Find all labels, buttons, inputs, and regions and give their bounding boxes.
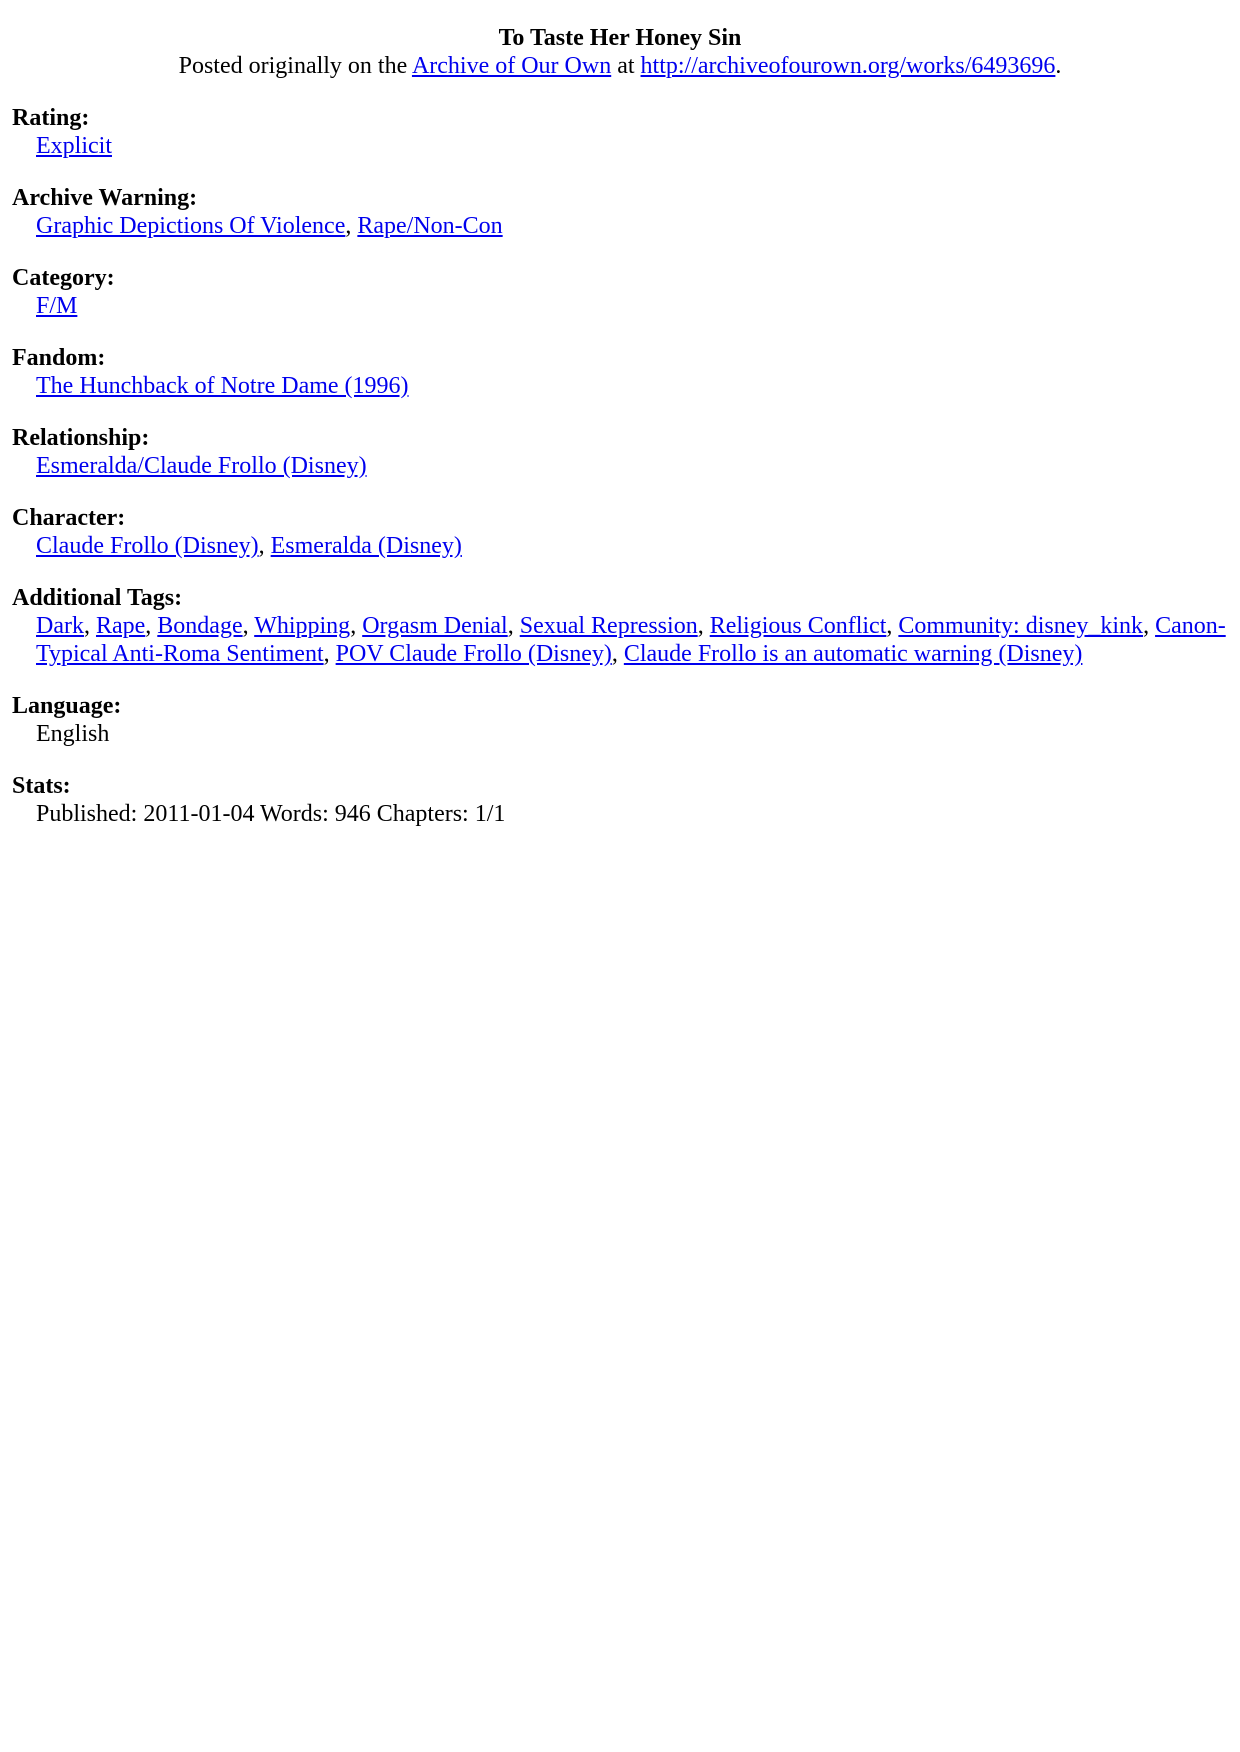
character-tag-link[interactable]: Esmeralda (Disney) xyxy=(270,533,462,559)
language-section xyxy=(12,692,1228,748)
work-url-link[interactable]: http://archiveofourown.org/works/6493696 xyxy=(640,53,1056,79)
category-label: Category: xyxy=(12,265,115,291)
rating-section xyxy=(12,104,1228,160)
character-label: Character: xyxy=(12,505,126,531)
additional-tag-link[interactable]: Religious Conflict xyxy=(709,613,887,639)
relationship-values xyxy=(12,452,1228,480)
archive-warning-label: Archive Warning: xyxy=(12,185,198,211)
stats-section xyxy=(12,772,1228,828)
tag-separator: , xyxy=(145,613,158,639)
relationship-label: Relationship: xyxy=(12,425,150,451)
archive-link[interactable]: Archive of Our Own xyxy=(411,53,612,79)
category-section xyxy=(12,264,1228,320)
tag-separator: , xyxy=(1143,613,1156,639)
archive-warning-section xyxy=(12,184,1228,240)
tag-separator: , xyxy=(697,613,710,639)
stats-value: Published: 2011-01-04 Words: 946 Chapters: 1/1 xyxy=(36,801,506,827)
rating-values xyxy=(12,132,1228,160)
additional-tag-link[interactable]: Sexual Repression xyxy=(519,613,698,639)
additional-tag-link[interactable]: Claude Frollo is an automatic warning (Disney) xyxy=(623,641,1083,667)
archive-warning-values xyxy=(12,212,1228,240)
fandom-section xyxy=(12,344,1228,400)
additional-tags-label: Additional Tags: xyxy=(12,585,183,611)
tag-separator: , xyxy=(242,613,255,639)
additional-tags-values xyxy=(12,612,1228,668)
additional-tag-link[interactable]: Bondage xyxy=(157,613,243,639)
stats-label: Stats: xyxy=(12,773,71,799)
tag-separator: , xyxy=(323,641,336,667)
rating-label: Rating: xyxy=(12,105,90,131)
work-title: To Taste Her Honey Sin xyxy=(498,25,742,51)
category-tag-link[interactable]: F/M xyxy=(36,293,78,319)
language-value: English xyxy=(36,721,110,747)
character-section xyxy=(12,504,1228,560)
warning-tag-link[interactable]: Graphic Depictions Of Violence xyxy=(36,213,346,239)
warning-tag-link[interactable]: Rape/Non-Con xyxy=(357,213,503,239)
tag-separator: , xyxy=(350,613,363,639)
posted-mid: at xyxy=(611,53,641,79)
category-values xyxy=(12,292,1228,320)
additional-tag-link[interactable]: Dark xyxy=(36,613,84,639)
additional-tag-link[interactable]: Rape xyxy=(95,613,146,639)
work-header xyxy=(12,24,1228,80)
fandom-values xyxy=(12,372,1228,400)
additional-tag-link[interactable]: Whipping xyxy=(254,613,351,639)
tag-separator: , xyxy=(507,613,520,639)
character-values xyxy=(12,532,1228,560)
posted-line xyxy=(12,52,1228,80)
relationship-tag-link[interactable]: Esmeralda/Claude Frollo (Disney) xyxy=(36,453,367,479)
tag-separator: , xyxy=(886,613,899,639)
rating-tag-link[interactable]: Explicit xyxy=(36,133,112,159)
posted-suffix: . xyxy=(1055,53,1062,79)
fandom-tag-link[interactable]: The Hunchback of Notre Dame (1996) xyxy=(36,373,409,399)
tag-separator: , xyxy=(83,613,96,639)
character-tag-link[interactable]: Claude Frollo (Disney) xyxy=(36,533,259,559)
additional-tags-section xyxy=(12,584,1228,668)
tag-separator: , xyxy=(258,533,271,559)
additional-tag-link[interactable]: Canon-Typical Anti-Roma Sentiment xyxy=(36,613,1226,667)
additional-tag-link[interactable]: POV Claude Frollo (Disney) xyxy=(335,641,612,667)
tag-separator: , xyxy=(345,213,358,239)
fandom-label: Fandom: xyxy=(12,345,106,371)
additional-tag-link[interactable]: Community: disney_kink xyxy=(898,613,1144,639)
relationship-section xyxy=(12,424,1228,480)
posted-prefix: Posted originally on the xyxy=(178,53,412,79)
tag-separator: , xyxy=(611,641,624,667)
language-label: Language: xyxy=(12,693,122,719)
additional-tag-link[interactable]: Orgasm Denial xyxy=(362,613,508,639)
